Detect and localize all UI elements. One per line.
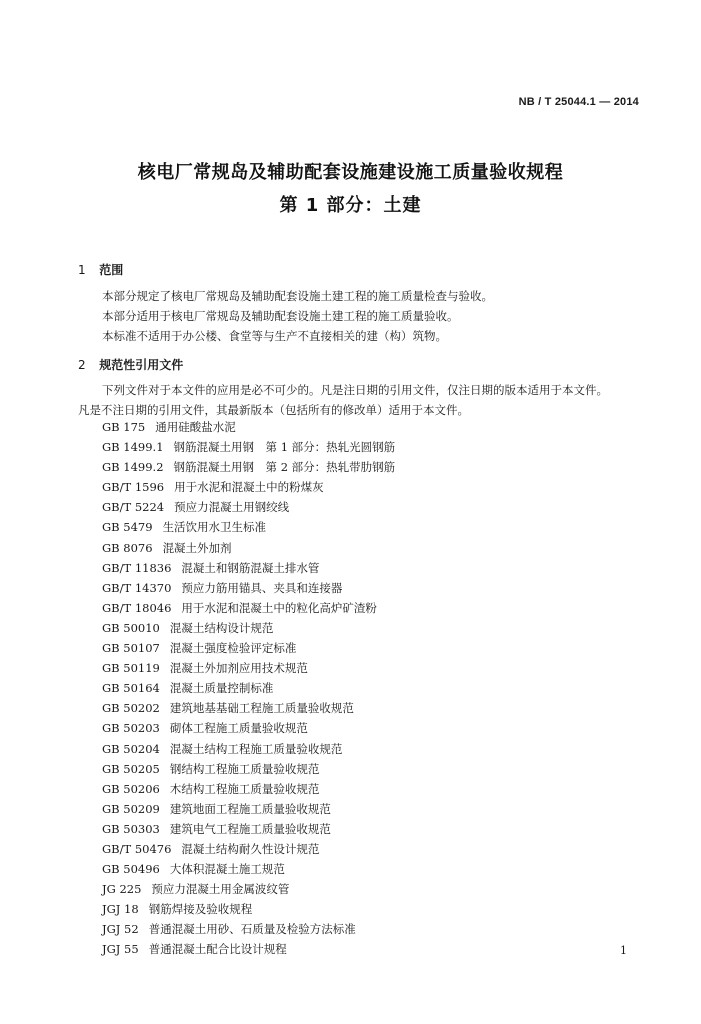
reference-title: 大体积混凝土施工规范 xyxy=(169,862,285,877)
reference-item xyxy=(102,899,395,919)
reference-item xyxy=(102,718,395,738)
reference-title: 普通混凝土用砂、石质量及检验方法标准 xyxy=(148,922,356,937)
reference-item xyxy=(102,538,395,558)
reference-item xyxy=(102,517,395,537)
reference-title: 混凝土强度检验评定标准 xyxy=(169,641,297,656)
reference-code: GB 50203 xyxy=(102,721,160,736)
reference-title: 混凝土结构耐久性设计规范 xyxy=(181,841,320,856)
reference-item xyxy=(102,819,395,839)
reference-item xyxy=(102,477,395,497)
reference-title: 钢筋混凝土用钢 第 2 部分：热轧带肋钢筋 xyxy=(173,460,396,475)
reference-code: GB 50303 xyxy=(102,821,160,836)
section-2-heading xyxy=(78,356,183,373)
reference-title: 木结构工程施工质量验收规范 xyxy=(169,781,320,796)
paragraph: 凡是不注日期的引用文件，其最新版本（包括所有的修改单）适用于本文件。 xyxy=(78,403,469,417)
reference-code: GB 50119 xyxy=(102,661,160,676)
reference-item xyxy=(102,799,395,819)
reference-item xyxy=(102,759,395,779)
reference-code: GB/T 1596 xyxy=(102,480,165,495)
reference-title: 混凝土和钢筋混凝土排水管 xyxy=(181,560,320,575)
reference-code: JG 225 xyxy=(102,882,142,897)
reference-item xyxy=(102,939,395,959)
reference-title: 混凝土质量控制标准 xyxy=(169,681,274,696)
paragraph: 本部分适用于核电厂常规岛及辅助配套设施土建工程的施工质量验收。 xyxy=(102,309,459,323)
section-2-intro xyxy=(78,380,639,420)
reference-title: 普通混凝土配合比设计规程 xyxy=(148,942,287,957)
reference-code: GB/T 18046 xyxy=(102,600,172,615)
reference-item xyxy=(102,739,395,759)
reference-item xyxy=(102,417,395,437)
reference-code: GB 50164 xyxy=(102,681,160,696)
reference-code: JGJ 55 xyxy=(102,942,139,957)
reference-title: 钢结构工程施工质量验收规范 xyxy=(169,761,320,776)
page-number: 1 xyxy=(620,944,627,957)
reference-title: 混凝土结构工程施工质量验收规范 xyxy=(169,741,343,756)
reference-item xyxy=(102,618,395,638)
reference-item xyxy=(102,558,395,578)
reference-item xyxy=(102,839,395,859)
reference-code: GB 50107 xyxy=(102,641,160,656)
reference-code: GB/T 14370 xyxy=(102,580,172,595)
reference-item xyxy=(102,919,395,939)
standard-number: NB / T 25044.1 — 2014 xyxy=(518,96,639,108)
reference-title: 混凝土外加剂应用技术规范 xyxy=(169,661,308,676)
reference-title: 预应力筋用锚具、夹具和连接器 xyxy=(181,580,343,595)
reference-title: 建筑地基基础工程施工质量验收规范 xyxy=(169,701,354,716)
reference-item xyxy=(102,779,395,799)
reference-title: 生活饮用水卫生标准 xyxy=(162,520,267,535)
reference-title: 砌体工程施工质量验收规范 xyxy=(169,721,308,736)
reference-item xyxy=(102,879,395,899)
section-title: 规范性引用文件 xyxy=(99,358,184,372)
reference-title: 钢筋混凝土用钢 第 1 部分：热轧光圆钢筋 xyxy=(173,440,396,455)
reference-code: JGJ 52 xyxy=(102,922,139,937)
reference-item xyxy=(102,698,395,718)
reference-item xyxy=(102,598,395,618)
reference-item xyxy=(102,578,395,598)
reference-item xyxy=(102,678,395,698)
reference-code: GB 8076 xyxy=(102,540,153,555)
reference-title: 混凝土结构设计规范 xyxy=(169,620,274,635)
reference-title: 预应力混凝土用钢绞线 xyxy=(174,500,290,515)
reference-title: 预应力混凝土用金属波纹管 xyxy=(151,882,290,897)
section-title: 范围 xyxy=(99,263,124,277)
section-number: 2 xyxy=(78,358,86,372)
reference-code: GB 5479 xyxy=(102,520,153,535)
paragraph: 下列文件对于本文件的应用是必不可少的。凡是注日期的引用文件，仅注日期的版本适用于本文件。 xyxy=(102,383,608,397)
reference-title: 建筑地面工程施工质量验收规范 xyxy=(169,801,331,816)
reference-code: GB 50202 xyxy=(102,701,160,716)
reference-code: GB 50010 xyxy=(102,620,160,635)
reference-code: GB 50496 xyxy=(102,862,160,877)
reference-code: GB/T 50476 xyxy=(102,841,172,856)
document-title: 核电厂常规岛及辅助配套设施建设施工质量验收规程 xyxy=(137,162,564,183)
reference-code: GB/T 5224 xyxy=(102,500,165,515)
reference-code: GB/T 11836 xyxy=(102,560,172,575)
reference-item xyxy=(102,859,395,879)
paragraph: 本部分规定了核电厂常规岛及辅助配套设施土建工程的施工质量检查与验收。 xyxy=(102,289,493,303)
reference-title: 通用硅酸盐水泥 xyxy=(155,420,236,434)
section-1-body xyxy=(78,286,639,346)
reference-code: GB 1499.1 xyxy=(102,440,164,455)
reference-code: GB 175 xyxy=(102,420,146,434)
reference-item xyxy=(102,638,395,658)
reference-title: 用于水泥和混凝土中的粉煤灰 xyxy=(174,480,324,495)
reference-code: JGJ 18 xyxy=(102,902,139,917)
document-subtitle: 第 1 部分：土建 xyxy=(279,195,422,216)
paragraph: 本标准不适用于办公楼、食堂等与生产不直接相关的建（构）筑物。 xyxy=(102,329,447,343)
reference-title: 用于水泥和混凝土中的粒化高炉矿渣粉 xyxy=(181,600,377,615)
reference-code: GB 1499.2 xyxy=(102,460,164,475)
reference-title: 建筑电气工程施工质量验收规范 xyxy=(169,821,331,836)
section-1-heading xyxy=(78,261,123,278)
reference-item xyxy=(102,437,395,457)
reference-code: GB 50206 xyxy=(102,781,160,796)
reference-item xyxy=(102,457,395,477)
reference-title: 混凝土外加剂 xyxy=(162,540,232,555)
reference-code: GB 50204 xyxy=(102,741,160,756)
reference-item xyxy=(102,658,395,678)
reference-list xyxy=(102,417,395,960)
reference-title: 钢筋焊接及验收规程 xyxy=(148,902,253,917)
reference-code: GB 50209 xyxy=(102,801,160,816)
reference-item xyxy=(102,497,395,517)
section-number: 1 xyxy=(78,263,86,277)
reference-code: GB 50205 xyxy=(102,761,160,776)
